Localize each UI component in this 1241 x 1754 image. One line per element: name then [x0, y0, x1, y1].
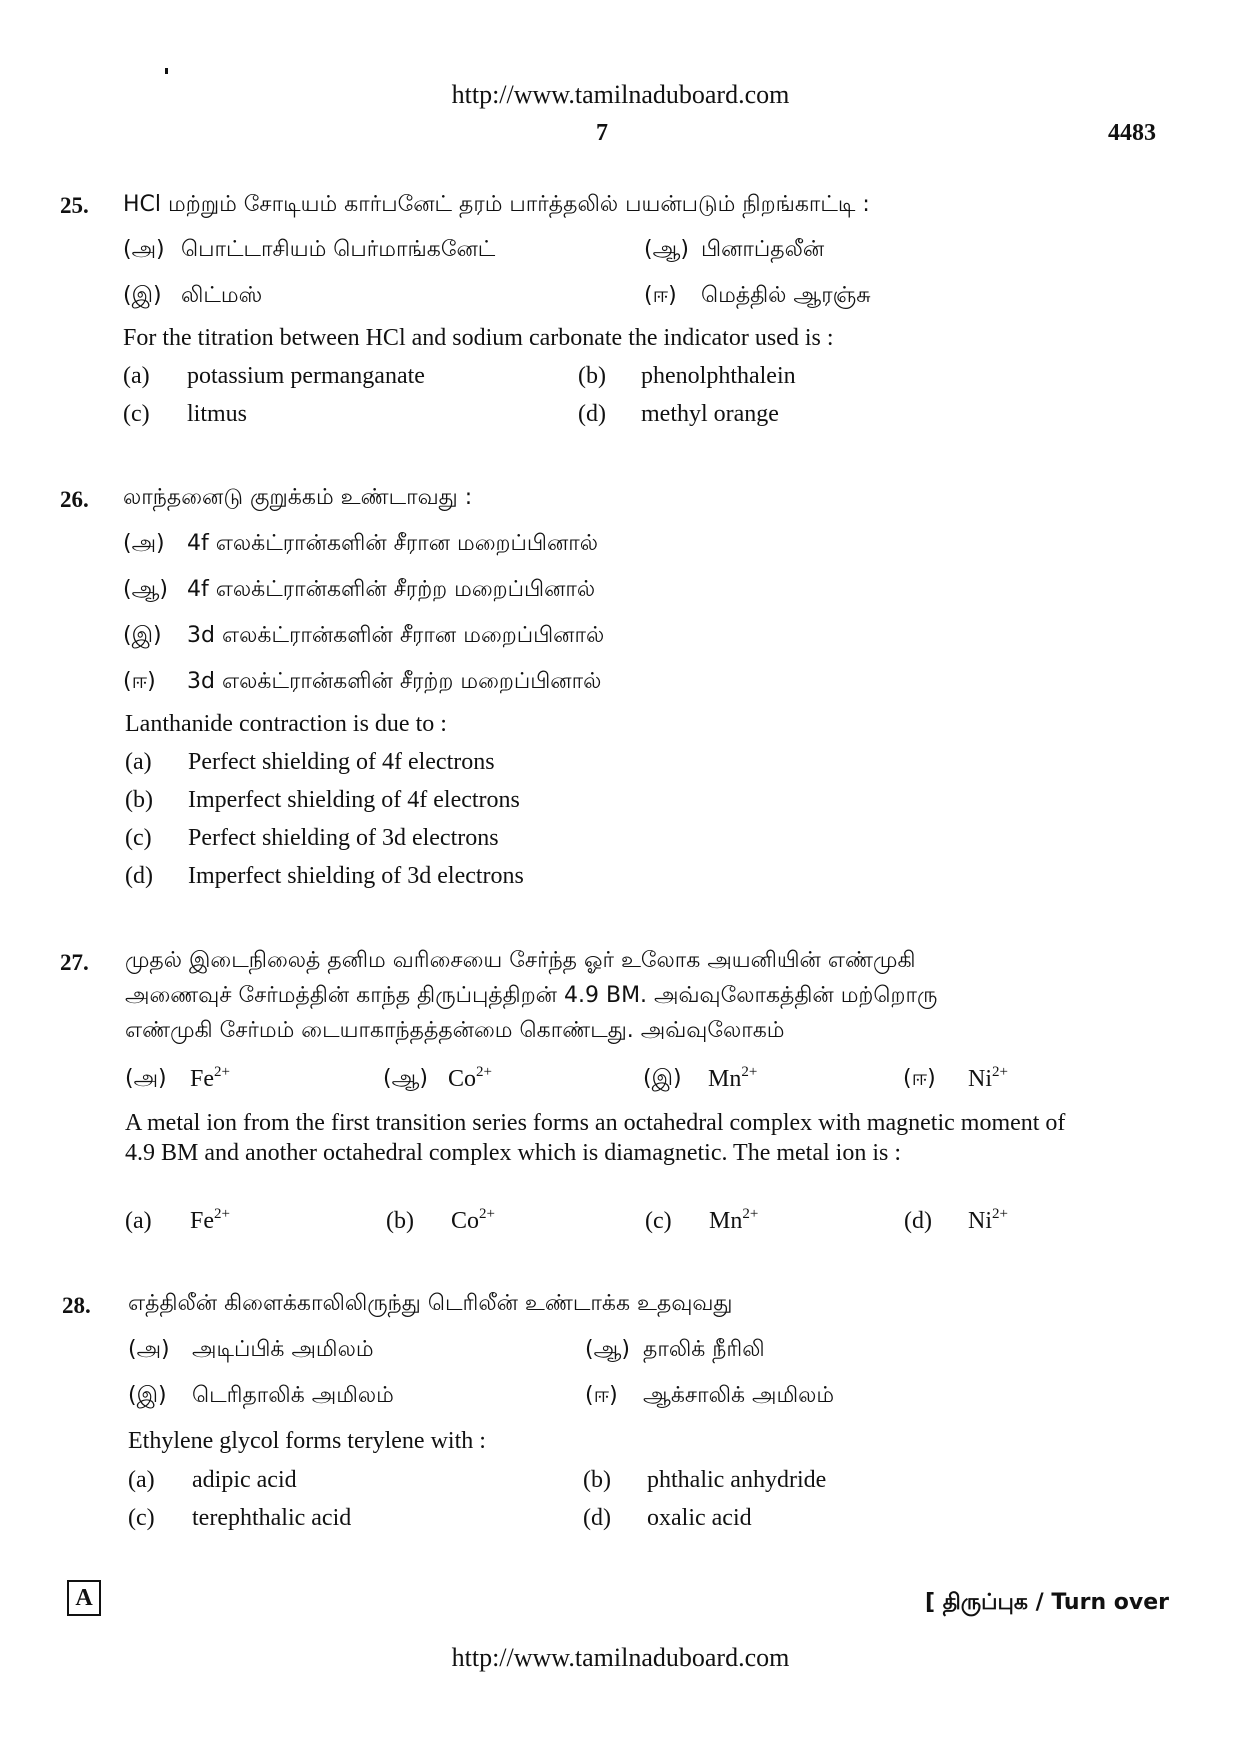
tamil-option-b: தாலிக் நீரிலி [643, 1337, 765, 1362]
tamil-option-a: அடிப்பிக் அமிலம் [192, 1337, 374, 1362]
tamil-option-b-label: (ஆ) [123, 577, 168, 602]
english-option-d-label: (d) [125, 863, 153, 889]
english-option-a-label: (a) [128, 1467, 155, 1493]
english-option-d: methyl orange [641, 401, 779, 427]
english-option-d: oxalic acid [647, 1505, 752, 1531]
english-option-b: $Co^{2+}$ [451, 1206, 495, 1234]
header-url: http://www.tamilnaduboard.com [451, 80, 790, 109]
stray-mark [165, 68, 168, 74]
english-option-b-label: (b) [578, 363, 606, 389]
tamil-option-d-label: (ஈ) [644, 283, 677, 308]
tamil-option-b: பினாப்தலீன் [701, 237, 825, 262]
tamil-option-b-label: (ஆ) [585, 1337, 630, 1362]
tamil-question-line-1: முதல் இடைநிலைத் தனிம வரிசையை சேர்ந்த ஓர் உலோக அயனியின் எண்முகி [125, 948, 916, 973]
tamil-option-c: லிட்மஸ் [181, 283, 263, 308]
english-option-c: Perfect shielding of 3d electrons [188, 825, 499, 851]
question-number: 26. [60, 487, 89, 512]
tamil-option-d: மெத்தில் ஆரஞ்சு [701, 283, 871, 308]
english-option-a-label: (a) [125, 1208, 152, 1234]
tamil-option-d: $Ni^{2+}$ [968, 1064, 1008, 1092]
english-option-c-label: (c) [645, 1208, 672, 1234]
english-option-a: Perfect shielding of 4f electrons [188, 749, 495, 775]
english-option-b-label: (b) [125, 787, 153, 813]
english-option-a: adipic acid [192, 1467, 297, 1493]
english-question: Lanthanide contraction is due to : [125, 711, 447, 737]
tamil-option-a: 4f எலக்ட்ரான்களின் சீரான மறைப்பினால் [187, 531, 599, 556]
tamil-option-b-label: (ஆ) [644, 237, 689, 262]
english-option-d-label: (d) [583, 1505, 611, 1531]
tamil-option-b-label: (ஆ) [383, 1066, 428, 1091]
english-option-c: litmus [187, 401, 248, 427]
tamil-question: எத்திலீன் கிளைக்காலிலிருந்து டெரிலீன் உண்டாக்க உதவுவது [128, 1291, 733, 1316]
english-option-d-label: (d) [904, 1208, 932, 1234]
tamil-option-d-label: (ஈ) [123, 669, 156, 694]
english-option-c: terephthalic acid [192, 1505, 352, 1531]
english-option-d: Imperfect shielding of 3d electrons [188, 863, 524, 889]
tamil-option-a-label: (அ) [125, 1066, 167, 1091]
tamil-option-a: $Fe^{2+}$ [190, 1064, 230, 1092]
english-option-c: $Mn^{2+}$ [709, 1206, 759, 1234]
turn-over-label: [ திருப்புக / Turn over [925, 1590, 1169, 1615]
question-number: 27. [60, 950, 89, 975]
tamil-option-a: பொட்டாசியம் பெர்மாங்கனேட் [181, 237, 496, 262]
english-question: A metal ion from the first transition series forms an octahedral complex with magnetic moment of 4.9 BM and another octahedral complex which is diamagnetic. The metal ion is : [125, 1110, 1066, 1166]
tamil-question-line-2: அணைவுச் சேர்மத்தின் காந்த திருப்புத்திறன் 4.9 BM. அவ்வுலோகத்தின் மற்றொரு [125, 983, 938, 1008]
tamil-option-b: 4f எலக்ட்ரான்களின் சீரற்ற மறைப்பினால் [187, 577, 596, 602]
tamil-option-c-label: (இ) [128, 1383, 167, 1408]
english-option-b-label: (b) [386, 1208, 414, 1234]
tamil-question: லாந்தனைடு குறுக்கம் உண்டாவது : [123, 485, 473, 510]
tamil-option-d: 3d எலக்ட்ரான்களின் சீரற்ற மறைப்பினால் [187, 669, 602, 694]
english-option-b: phenolphthalein [641, 363, 796, 389]
page-number: 7 [596, 120, 608, 146]
english-option-c-label: (c) [128, 1505, 155, 1531]
tamil-option-a-label: (அ) [123, 531, 165, 556]
footer-url: http://www.tamilnaduboard.com [451, 1643, 790, 1672]
english-question: For the titration between HCl and sodium carbonate the indicator used is : [123, 325, 834, 351]
english-option-c-label: (c) [123, 401, 150, 427]
english-option-d: $Ni^{2+}$ [968, 1206, 1008, 1234]
tamil-option-d-label: (ஈ) [903, 1066, 936, 1091]
english-option-a: potassium permanganate [187, 363, 425, 389]
tamil-option-c-label: (இ) [123, 283, 162, 308]
english-option-b-label: (b) [583, 1467, 611, 1493]
tamil-question: HCl மற்றும் சோடியம் கார்பனேட் தரம் பார்த்தலில் பயன்படும் நிறங்காட்டி : [123, 192, 870, 217]
english-option-c-label: (c) [125, 825, 152, 851]
version-box: A [67, 1580, 101, 1616]
english-option-d-label: (d) [578, 401, 606, 427]
tamil-option-d: ஆக்சாலிக் அமிலம் [643, 1383, 835, 1408]
tamil-option-c-label: (இ) [123, 623, 162, 648]
english-option-b: phthalic anhydride [647, 1467, 827, 1493]
tamil-option-a-label: (அ) [128, 1337, 170, 1362]
tamil-option-d-label: (ஈ) [585, 1383, 618, 1408]
tamil-option-c: $Mn^{2+}$ [708, 1064, 758, 1092]
english-option-a-label: (a) [125, 749, 152, 775]
tamil-option-c: டெரிதாலிக் அமிலம் [192, 1383, 394, 1408]
paper-code: 4483 [1108, 120, 1156, 146]
english-option-a-label: (a) [123, 363, 150, 389]
tamil-option-c: 3d எலக்ட்ரான்களின் சீரான மறைப்பினால் [187, 623, 605, 648]
tamil-option-c-label: (இ) [643, 1066, 682, 1091]
english-question: Ethylene glycol forms terylene with : [128, 1428, 486, 1454]
question-number: 28. [62, 1293, 91, 1318]
english-option-b: Imperfect shielding of 4f electrons [188, 787, 520, 813]
tamil-option-a-label: (அ) [123, 237, 165, 262]
english-option-a: $Fe^{2+}$ [190, 1206, 230, 1234]
tamil-option-b: $Co^{2+}$ [448, 1064, 492, 1092]
tamil-question-line-3: எண்முகி சேர்மம் டையாகாந்தத்தன்மை கொண்டது. அவ்வுலோகம் [125, 1018, 785, 1043]
question-number: 25. [60, 193, 89, 218]
